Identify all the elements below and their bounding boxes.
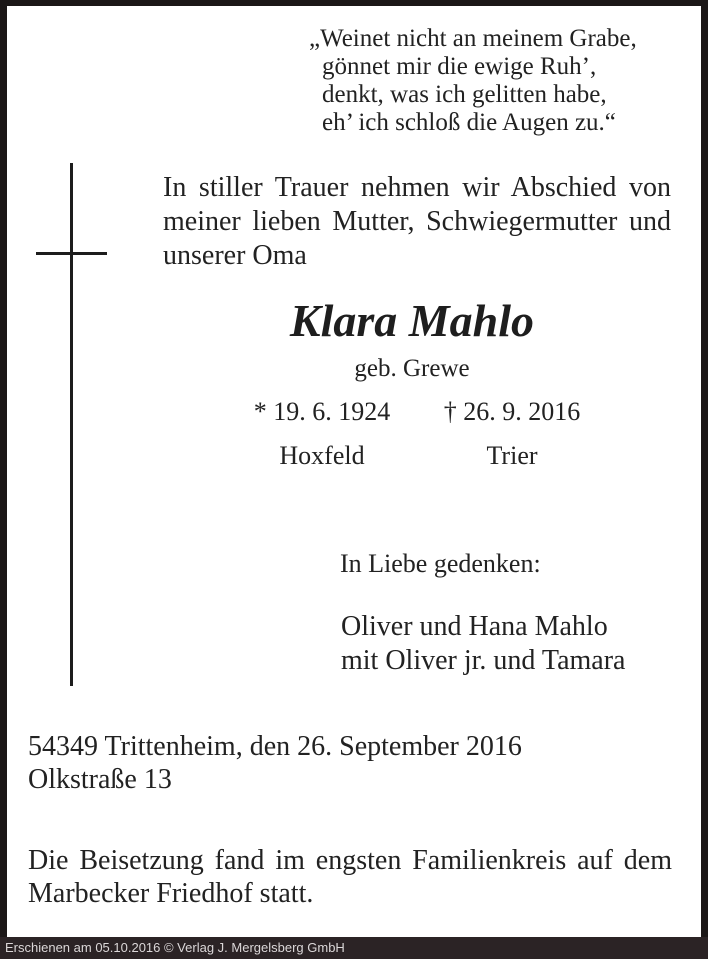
intro-line: In stiller Trauer nehmen wir Abschied von — [163, 172, 671, 203]
publisher-footer — [0, 937, 708, 959]
birth-place: Hoxfeld — [279, 441, 365, 470]
intro-line: unserer Oma — [163, 240, 307, 271]
death-date-value: 26. 9. 2016 — [463, 397, 581, 426]
place-dateline — [28, 730, 522, 796]
death-date — [412, 397, 612, 427]
burial-line: Marbecker Friedhof statt. — [28, 878, 314, 909]
birth-date — [222, 397, 422, 427]
verse-line: „Weinet nicht an meinem Grabe, — [309, 25, 637, 52]
page-border-right — [701, 0, 708, 937]
page-border-top — [0, 0, 708, 6]
memorial-cross-icon — [36, 252, 107, 255]
condolence-intro — [163, 171, 671, 273]
mourner-line: Oliver und Hana Mahlo — [341, 611, 608, 642]
death-dagger-icon: † — [443, 397, 457, 426]
verse-line: eh’ ich schloß die Augen zu.“ — [322, 109, 616, 136]
memorial-cross-icon — [70, 163, 73, 686]
death-place: Trier — [486, 441, 538, 470]
publisher-footer-text: Erschienen am 05.10.2016 © Verlag J. Mergelsberg GmbH — [5, 940, 345, 955]
burial-line: Die Beisetzung fand im engsten Familienkreis auf dem — [28, 845, 672, 876]
deceased-maiden-name: geb. Grewe — [354, 355, 470, 382]
page-border-left — [0, 0, 7, 937]
birth-symbol: * — [253, 397, 267, 426]
dateline-street: Olkstraße 13 — [28, 764, 172, 795]
memorial-verse — [309, 25, 637, 137]
verse-line: denkt, was ich gelitten habe, — [322, 81, 607, 108]
remembrance-heading: In Liebe gedenken: — [340, 549, 541, 578]
mourner-line: mit Oliver jr. und Tamara — [341, 645, 626, 676]
burial-notice — [28, 844, 672, 910]
deceased-name: Klara Mahlo — [289, 295, 535, 346]
mourners-list — [341, 610, 625, 678]
birth-date-value: 19. 6. 1924 — [273, 397, 391, 426]
intro-line: meiner lieben Mutter, Schwiegermutter und — [163, 206, 671, 237]
verse-line: gönnet mir die ewige Ruh’, — [322, 53, 597, 80]
dateline-city: 54349 Trittenheim, den 26. September 2016 — [28, 731, 522, 762]
